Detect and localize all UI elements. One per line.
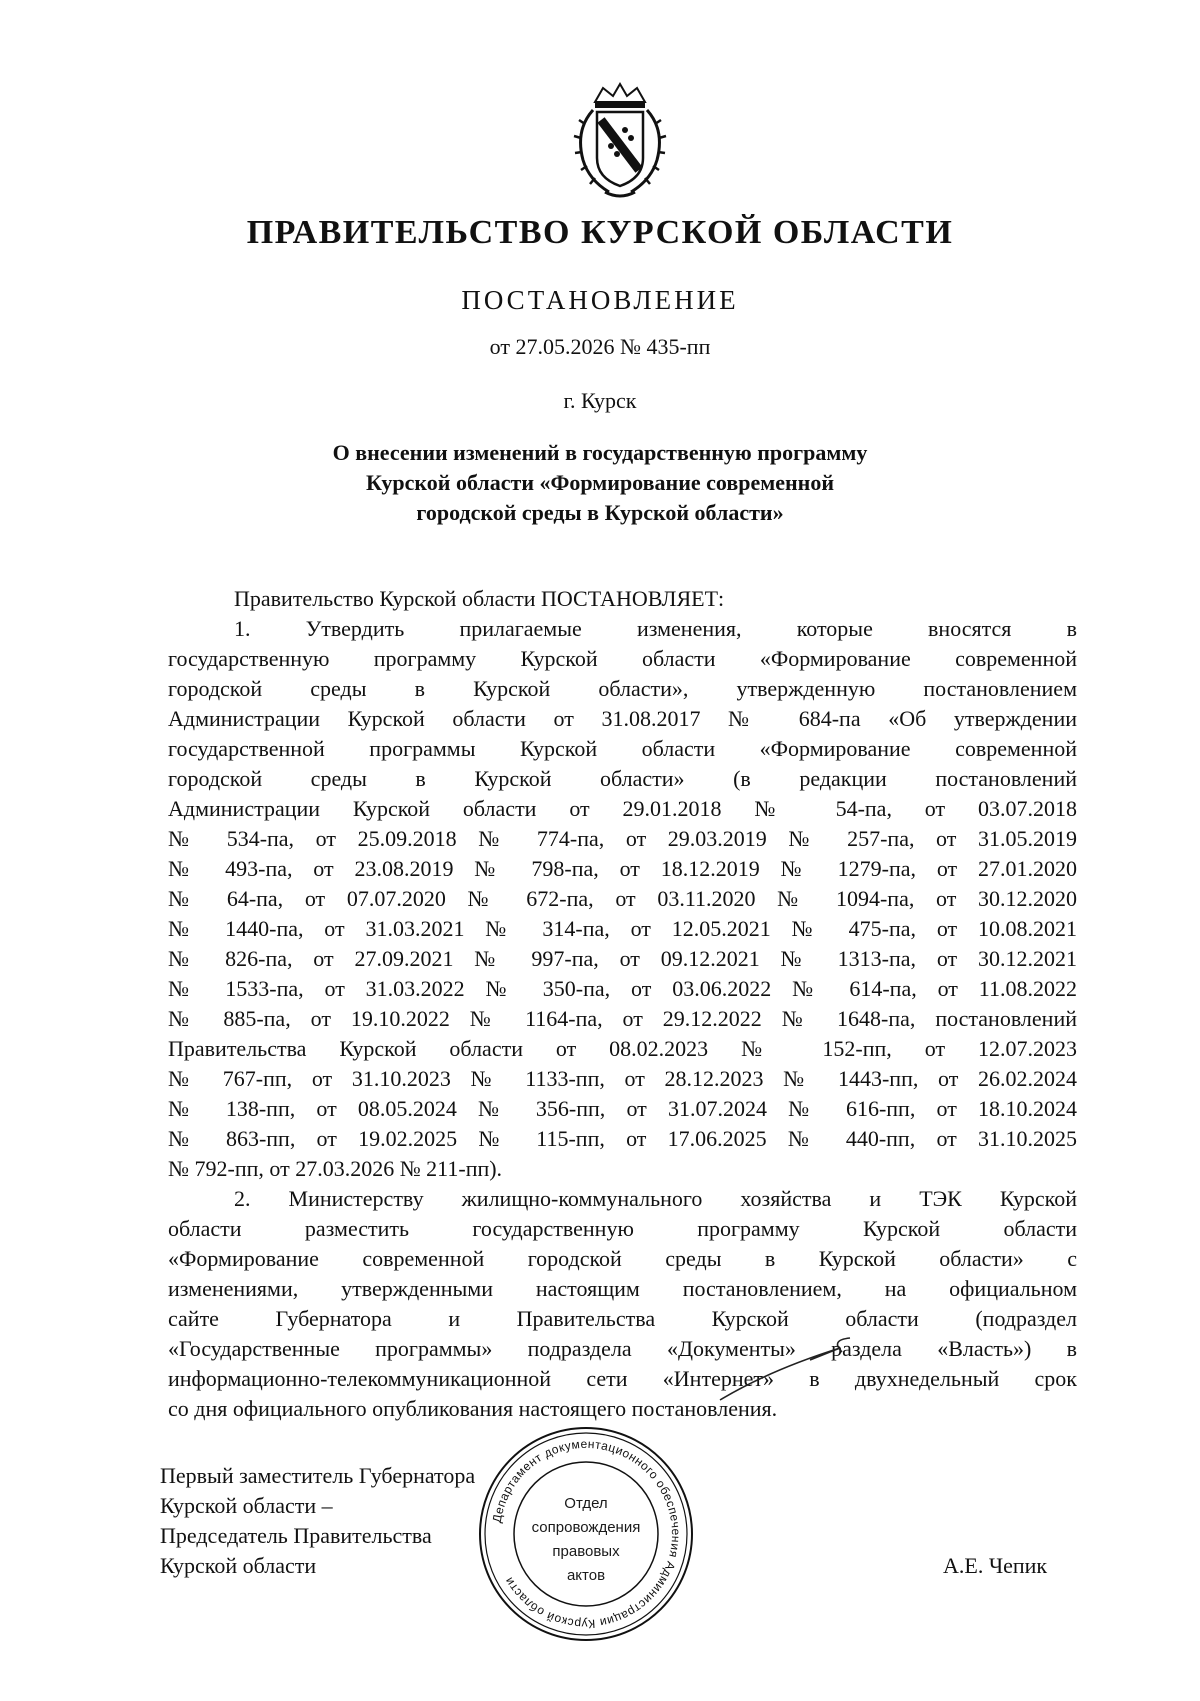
paragraph-1-line: № 1440-па, от 31.03.2021 № 314-па, от 12.05.2021 № 475-па, от 10.08.2021 <box>168 916 1077 941</box>
signatory-position-line: Председатель Правительства <box>160 1523 432 1548</box>
subject-line: О внесении изменений в государственную программу <box>332 440 868 465</box>
paragraph-1-line: Администрации Курской области от 31.08.2017 № 684-па «Об утверждении <box>168 706 1077 731</box>
paragraph-1-line: № 885-па, от 19.10.2022 № 1164-па, от 29.12.2022 № 1648-па, постановлений <box>168 1006 1077 1031</box>
signatory-position <box>160 1461 475 1581</box>
document-subject <box>0 438 1200 528</box>
paragraph-1-line: № 1533-па, от 31.03.2022 № 350-па, от 03.06.2022 № 614-па, от 11.08.2022 <box>168 976 1077 1001</box>
stamp-line: правовых <box>552 1543 620 1560</box>
paragraph-1-line: № 767-пп, от 31.10.2023 № 1133-пп, от 28.12.2023 № 1443-пп, от 26.02.2024 <box>168 1066 1077 1091</box>
stamp-ring-text: Департамент документационного обеспечения Администрации Курской области <box>489 1436 684 1632</box>
signatory-position-line: Первый заместитель Губернатора <box>160 1463 476 1488</box>
paragraph-2-line: области разместить государственную программу Курской области <box>168 1216 1077 1241</box>
paragraph-2-line: сайте Губернатора и Правительства Курской области (подраздел <box>168 1306 1077 1331</box>
stamp-line: актов <box>566 1567 606 1584</box>
signatory-position-line: Курской области <box>160 1553 317 1578</box>
paragraph-1-line: 1. Утвердить прилагаемые изменения, которые вносятся в <box>234 616 1077 641</box>
stamp-center-text <box>518 1492 654 1588</box>
document-type: ПОСТАНОВЛЕНИЕ <box>461 285 739 315</box>
city: г. Курск <box>563 388 637 413</box>
paragraph-2-line: информационно-телекоммуникационной сети «Интернет» в двухнедельный срок <box>168 1366 1077 1391</box>
stamp-line: сопровождения <box>531 1519 641 1536</box>
paragraph-2-line: «Государственные программы» подраздела «Документы» раздела «Власть») в <box>168 1336 1077 1361</box>
paragraph-1-line: Правительства Курской области от 08.02.2023 № 152-пп, от 12.07.2023 <box>168 1036 1077 1061</box>
paragraph-1-line: государственной программы Курской области «Формирование современной <box>168 736 1077 761</box>
paragraph-1-line: № 792-пп, от 27.03.2026 № 211-пп). <box>168 1156 503 1181</box>
intro-line: Правительство Курской области ПОСТАНОВЛЯЕТ: <box>234 586 725 611</box>
subject-line: городской среды в Курской области» <box>416 500 784 525</box>
subject-line: Курской области «Формирование современной <box>365 470 835 495</box>
paragraph-1-line: городской среды в Курской области» (в редакции постановлений <box>168 766 1077 791</box>
paragraph-2-line: изменениями, утвержденными настоящим постановлением, на официальном <box>168 1276 1077 1301</box>
signatory-name: А.Е. Чепик <box>943 1553 1048 1578</box>
paragraph-1-line: № 863-пп, от 19.02.2025 № 115-пп, от 17.06.2025 № 440-пп, от 31.10.2025 <box>168 1126 1077 1151</box>
organization-title: ПРАВИТЕЛЬСТВО КУРСКОЙ ОБЛАСТИ <box>246 214 954 251</box>
paragraph-1-line: № 64-па, от 07.07.2020 № 672-па, от 03.11.2020 № 1094-па, от 30.12.2020 <box>168 886 1077 911</box>
paragraph-1-line: № 534-па, от 25.09.2018 № 774-па, от 29.03.2019 № 257-па, от 31.05.2019 <box>168 826 1077 851</box>
paragraph-1-line: № 138-пп, от 08.05.2024 № 356-пп, от 31.07.2024 № 616-пп, от 18.10.2024 <box>168 1096 1077 1121</box>
document-number: от 27.05.2026 № 435-пп <box>489 334 711 359</box>
coat-of-arms-icon <box>565 80 675 205</box>
paragraph-2-line: со дня официального опубликования настоящего постановления. <box>168 1396 778 1421</box>
paragraph-1-line: № 826-па, от 27.09.2021 № 997-па, от 09.12.2021 № 1313-па, от 30.12.2021 <box>168 946 1077 971</box>
paragraph-2-line: «Формирование современной городской среды в Курской области» с <box>168 1246 1077 1271</box>
paragraph-1-line: городской среды в Курской области», утвержденную постановлением <box>168 676 1077 701</box>
stamp-line: Отдел <box>564 1495 608 1512</box>
paragraph-1-line: государственную программу Курской области «Формирование современной <box>168 646 1077 671</box>
paragraph-2-line: 2. Министерству жилищно-коммунального хозяйства и ТЭК Курской <box>234 1186 1077 1211</box>
handwritten-mark <box>700 1330 920 1410</box>
document-body <box>168 584 1077 1424</box>
paragraph-1-line: № 493-па, от 23.08.2019 № 798-па, от 18.12.2019 № 1279-па, от 27.01.2020 <box>168 856 1077 881</box>
signatory-position-line: Курской области – <box>160 1493 333 1518</box>
paragraph-1-line: Администрации Курской области от 29.01.2018 № 54-па, от 03.07.2018 <box>168 796 1077 821</box>
